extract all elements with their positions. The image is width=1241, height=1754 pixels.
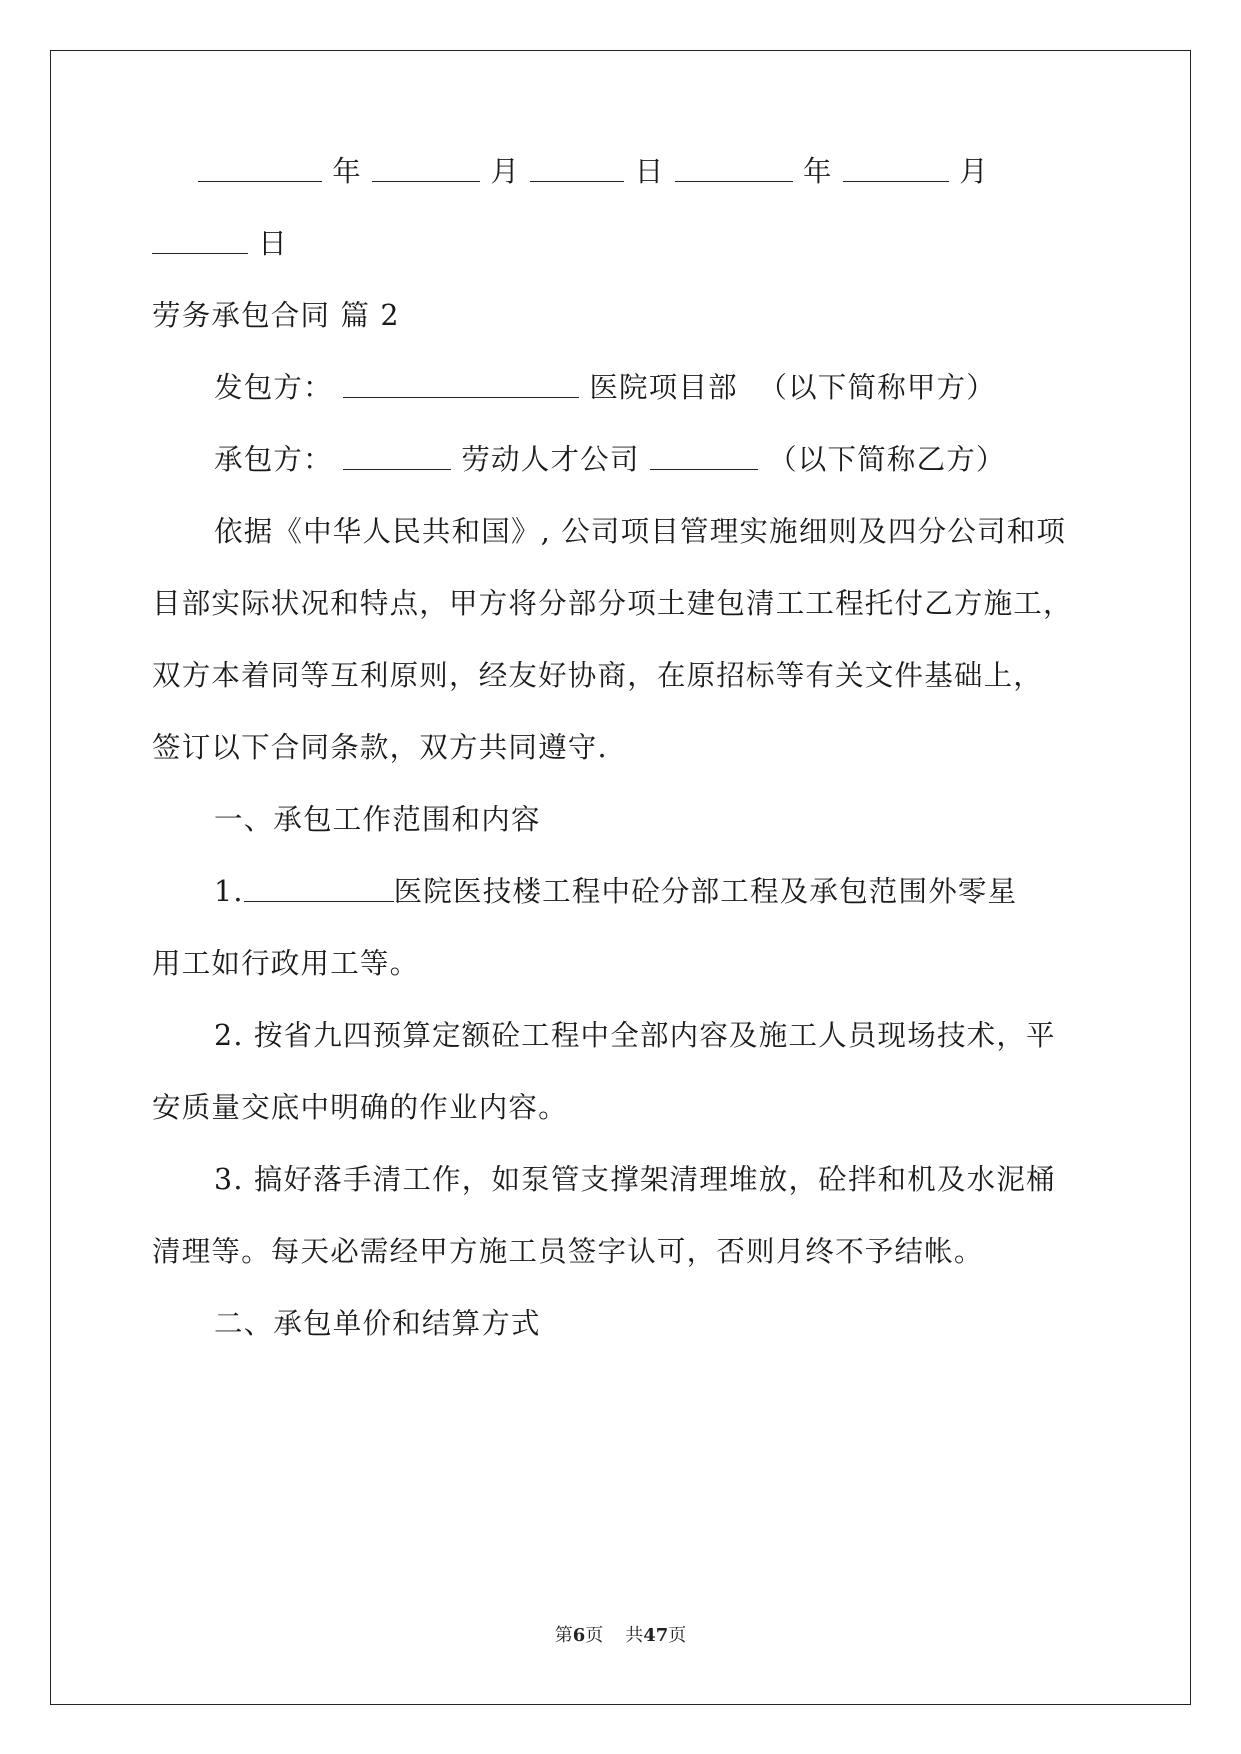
clause-item-line: 3. 搞好落手清工作，如泵管支撑架清理堆放，砼拌和机及水泥桶 <box>214 1163 1056 1196</box>
month-label: 月 <box>490 155 521 188</box>
blank-field <box>675 179 793 182</box>
party-a-name: 医院项目部 <box>589 371 738 404</box>
total-pages: 47 <box>643 1625 669 1646</box>
blank-field <box>198 179 322 182</box>
blank-field <box>343 395 579 398</box>
item-number: 1. <box>214 875 244 908</box>
footer-text: 页 <box>668 1625 687 1646</box>
party-a-label: 发包方： <box>214 371 333 404</box>
date-line <box>198 155 1138 188</box>
blank-field <box>244 899 394 902</box>
blank-field <box>152 251 248 254</box>
clause-item-line: 安质量交底中明确的作业内容。 <box>152 1091 568 1124</box>
clause-item-line: 2. 按省九四预算定额砼工程中全部内容及施工人员现场技术，平 <box>214 1019 1056 1052</box>
clause-item-line <box>214 875 1154 908</box>
page-number: 6 <box>572 1625 586 1646</box>
footer-text: 共 <box>625 1625 644 1646</box>
paragraph-line: 签订以下合同条款，双方共同遵守. <box>152 731 608 764</box>
clause-heading: 二、承包单价和结算方式 <box>214 1307 541 1340</box>
year-label: 年 <box>802 155 833 188</box>
party-b-label: 承包方： <box>214 443 333 476</box>
clause-heading: 一、承包工作范围和内容 <box>214 803 541 836</box>
party-b-name: 劳动人才公司 <box>461 443 640 476</box>
month-label: 月 <box>959 155 989 188</box>
paragraph-line: 双方本着同等互利原则，经友好协商，在原招标等有关文件基础上， <box>152 659 1044 692</box>
party-a-note: （以下简称甲方） <box>758 371 996 404</box>
day-label: 日 <box>634 155 665 188</box>
year-label: 年 <box>332 155 362 188</box>
footer-text: 第 <box>554 1625 573 1646</box>
blank-field <box>650 467 758 470</box>
clause-item-line: 清理等。每天必需经甲方施工员签字认可，否则月终不予结帐。 <box>152 1235 984 1268</box>
date-line-continued <box>152 227 1092 260</box>
paragraph-line: 依据《中华人民共和国》, 公司项目管理实施细则及四分公司和项 <box>214 515 1067 548</box>
day-label: 日 <box>258 227 288 260</box>
party-a-line <box>214 371 1154 404</box>
clause-item-line: 用工如行政用工等。 <box>152 947 420 980</box>
blank-field <box>343 467 451 470</box>
blank-field <box>843 179 949 182</box>
paragraph-line: 目部实际状况和特点，甲方将分部分项土建包清工工程托付乙方施工， <box>152 587 1073 620</box>
page-footer <box>0 1627 1241 1645</box>
party-b-note: （以下简称乙方） <box>768 443 1006 476</box>
section-title: 劳务承包合同 篇 2 <box>152 299 400 332</box>
blank-field <box>530 179 624 182</box>
blank-field <box>372 179 480 182</box>
party-b-line <box>214 443 1154 476</box>
item-text: 医院医技楼工程中砼分部工程及承包范围外零星 <box>393 875 1018 908</box>
footer-text: 页 <box>585 1625 604 1646</box>
